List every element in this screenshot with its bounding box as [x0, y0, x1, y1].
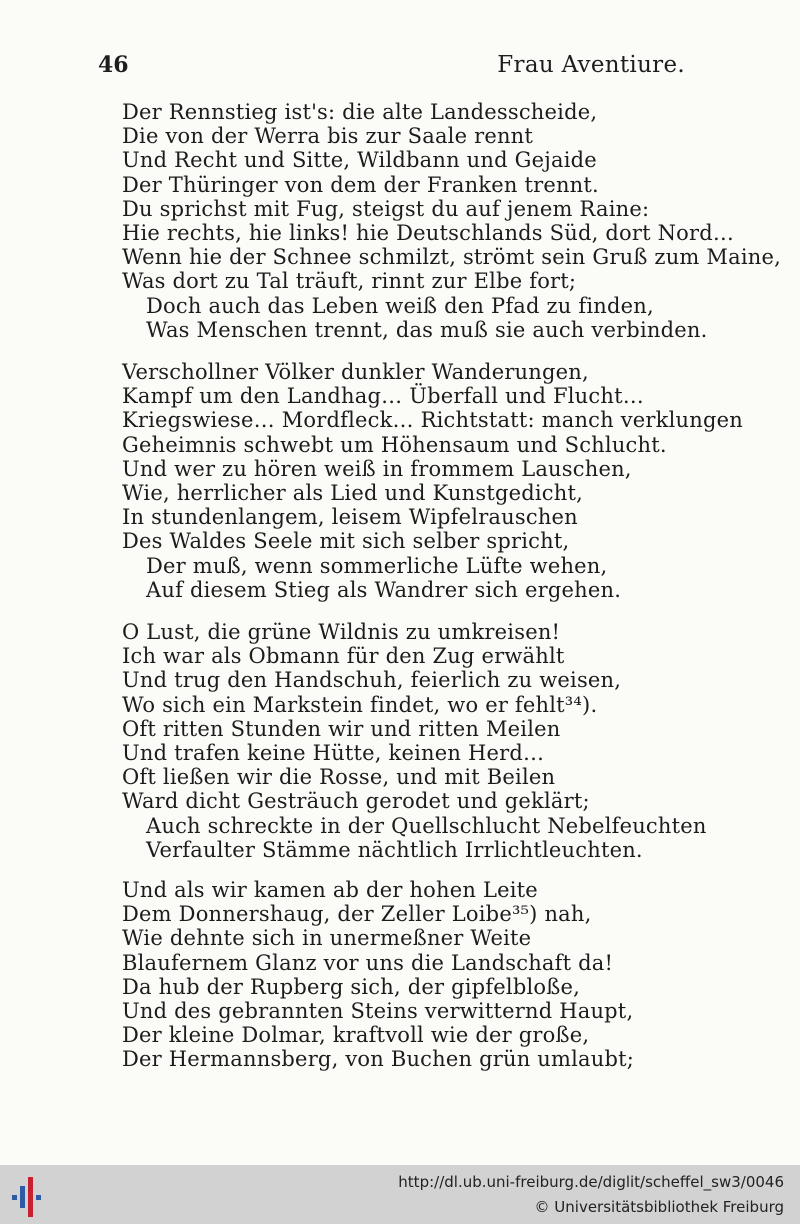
poem-line: Blaufernem Glanz vor uns die Landschaft da! [122, 950, 614, 975]
poem-line: Der Rennstieg ist's: die alte Landesscheide, [122, 100, 598, 124]
poem-line: Auch schreckte in der Quellschlucht Nebelfeuchten [146, 813, 707, 838]
poem-line: Des Waldes Seele mit sich selber spricht, [122, 529, 570, 554]
poem-line: Der Thüringer von dem der Franken trennt. [122, 172, 599, 197]
poem-line: Ich war als Obmann für den Zug erwählt [122, 644, 565, 669]
poem-line: In stundenlangem, leisem Wipfelrauschen [122, 505, 578, 530]
ub-freiburg-logo-icon[interactable] [12, 1177, 42, 1217]
poem-line: Und Recht und Sitte, Wildbann und Gejaide [122, 148, 597, 173]
poem-line: Geheimnis schwebt um Höhensaum und Schlucht. [122, 432, 667, 457]
poem-line: Dem Donnershaug, der Zeller Loibe³⁵) nah, [122, 902, 592, 927]
poem-line: Und trug den Handschuh, feierlich zu weisen, [122, 668, 622, 693]
poem-line: Der muß, wenn sommerliche Lüfte wehen, [146, 553, 608, 578]
footer-url-link[interactable]: http://dl.ub.uni-freiburg.de/diglit/scheffel_sw3/0046 [398, 1173, 784, 1191]
poem-line: Was dort zu Tal träuft, rinnt zur Elbe fort; [122, 269, 577, 294]
poem-line: O Lust, die grüne Wildnis zu umkreisen! [122, 620, 561, 644]
poem-line: Du sprichst mit Fug, steigst du auf jenem Raine: [122, 196, 650, 221]
poem-line: Der Hermannsberg, von Buchen grün umlaubt; [122, 1047, 635, 1072]
poem-line: Wie dehnte sich in unermeßner Weite [122, 926, 532, 951]
poem-line: Der kleine Dolmar, kraftvoll wie der große, [122, 1023, 590, 1048]
poem-line: Oft ritten Stunden wir und ritten Meilen [122, 716, 561, 741]
page-number: 46 [98, 52, 129, 78]
poem-line: Wo sich ein Markstein findet, wo er fehlt³⁴). [122, 692, 598, 717]
poem-line: Verfaulter Stämme nächtlich Irrlichtleuchten. [146, 837, 643, 862]
poem-line: Wie, herrlicher als Lied und Kunstgedicht, [122, 481, 583, 505]
poem-line: Und trafen keine Hütte, keinen Herd… [122, 741, 545, 765]
poem-line: Doch auch das Leben weiß den Pfad zu finden, [146, 293, 654, 318]
poem-line: Auf diesem Stieg als Wandrer sich ergehen. [146, 577, 622, 602]
poem-line: Was Menschen trennt, das muß sie auch verbinden. [146, 317, 708, 342]
poem-line: Oft ließen wir die Rosse, und mit Beilen [122, 765, 556, 790]
page-header [98, 52, 685, 84]
poem-line: Hie rechts, hie links! hie Deutschlands Süd, dort Nord… [122, 221, 735, 245]
poem-line: Verschollner Völker dunkler Wanderungen, [122, 360, 589, 384]
poem-line: Und als wir kamen ab der hohen Leite [122, 878, 538, 902]
poem-line: Kriegswiese… Mordfleck… Richtstatt: manch verklungen [122, 408, 743, 433]
poem-line: Wenn hie der Schnee schmilzt, strömt sein Gruß zum Maine, [122, 245, 781, 270]
poem-line: Und des gebrannten Steins verwitternd Haupt, [122, 999, 634, 1023]
poem-line: Die von der Werra bis zur Saale rennt [122, 124, 534, 149]
footer-bar [0, 1165, 800, 1224]
poem-line: Da hub der Rupberg sich, der gipfelbloße, [122, 974, 580, 999]
poem-line: Ward dicht Gesträuch gerodet und geklärt; [122, 789, 590, 814]
running-title: Frau Aventiure. [497, 52, 685, 78]
poem-line: Und wer zu hören weiß in frommem Lauschen, [122, 456, 632, 481]
poem-line: Kampf um den Landhag… Überfall und Flucht… [122, 384, 644, 409]
footer-copyright: © Universitätsbibliothek Freiburg [534, 1198, 784, 1216]
